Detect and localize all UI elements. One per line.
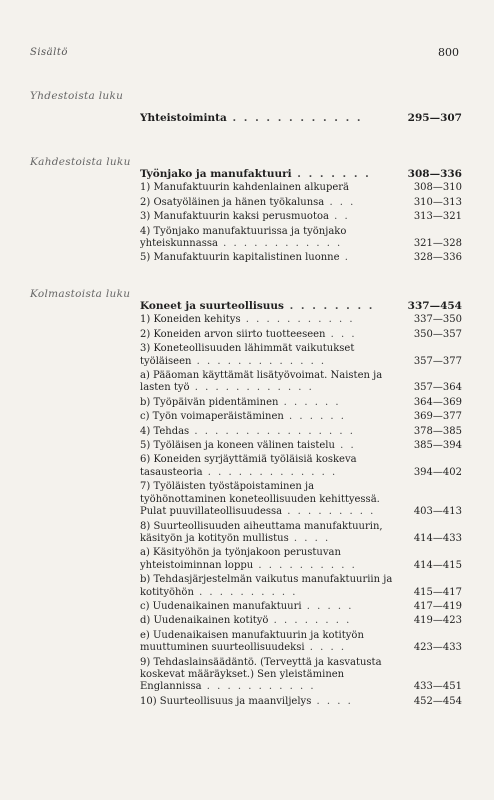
toc-entry (140, 481, 462, 518)
page-range: 308—310 (413, 182, 462, 194)
leader-dots: . . . . (304, 642, 347, 654)
entry-title-text: a) Käsityöhön ja työnjakoon perustuvan yhteistoiminnan loppu (140, 547, 341, 571)
leader-dots: . . (334, 440, 356, 452)
leader-dots: . . . . . . . . . (282, 506, 376, 518)
toc-entry-text (140, 226, 396, 251)
entry-title-text: 3) Manufaktuurin kaksi perusmuotoa (140, 211, 329, 223)
entry-title-text: 4) Tehdas (140, 425, 190, 437)
page-range: 394—402 (413, 466, 462, 478)
toc-entry-text (140, 182, 396, 194)
toc-entry (140, 426, 462, 438)
toc-entry (140, 440, 462, 452)
entry-title-text: 9) Tehdaslainsäädäntö. (Terveyttä ja kasvatusta koskevat määräykset.) Sen yleistäminen Englannissa (140, 656, 382, 693)
toc-entry-text (140, 343, 396, 368)
page-range: 423—433 (413, 642, 462, 654)
toc-entry (140, 547, 462, 572)
entry-title-text: a) Pääoman käyttämät lisätyövoimat. Naisten ja lasten työ (140, 370, 383, 394)
page-range: 357—364 (413, 382, 462, 394)
toc-entry-text (140, 197, 396, 209)
leader-dots: . . . . . . . . . . . . (217, 238, 343, 250)
toc-chapter-title (140, 168, 462, 180)
leader-dots: . . . . . . . . . . . (201, 681, 316, 693)
toc-entry-text (140, 454, 396, 479)
page-range: 415—417 (413, 586, 462, 598)
page-range: 310—313 (413, 196, 462, 208)
page-range: 295—307 (407, 112, 462, 124)
page-range: 433—451 (413, 681, 462, 693)
toc-entry (140, 211, 462, 223)
entry-title-text: 6) Koneiden syrjäyttämiä työläisiä koskeva tasausteoria (140, 454, 357, 478)
entry-title-text: 3) Koneteollisuuden lähimmät vaikutukset työläiseen (140, 343, 355, 367)
toc-entry-text (140, 252, 396, 264)
toc-entry (140, 657, 462, 694)
toc-entry-text (140, 521, 396, 546)
entry-title-text: Työnjako ja manufaktuuri (140, 168, 292, 180)
leader-dots: . . . (324, 196, 356, 208)
page-range: 419—423 (413, 615, 462, 627)
page-range: 452—454 (413, 695, 462, 707)
leader-dots: . . . . (288, 532, 331, 544)
toc-entry (140, 314, 462, 326)
page-range: 357—377 (413, 355, 462, 367)
toc-entry-text (140, 630, 396, 655)
entry-title-text: 4) Työnjako manufaktuurissa ja työnjako yhteiskunnassa (140, 225, 347, 250)
toc-entry (140, 182, 462, 194)
entry-title-text: 5) Työläisen ja koneen välinen taistelu (140, 440, 335, 452)
toc-entry-text (140, 397, 396, 409)
leader-dots: . . . . . . . . . . . . (226, 112, 363, 124)
entry-title-text: 1) Koneiden kehitys (140, 314, 241, 326)
part-label-11: Yhdestoista luku (30, 90, 124, 102)
page-number: 800 (438, 46, 459, 59)
leader-dots: . . . . . . . . . . . . . (191, 355, 327, 367)
leader-dots: . . . . . . . . (283, 300, 375, 312)
entry-title-text: 2) Koneiden arvon siirto tuotteeseen (140, 328, 326, 340)
toc-entry-text (140, 112, 396, 124)
page-range: 364—369 (413, 396, 462, 408)
running-title: Sisältö (30, 47, 68, 58)
leader-dots: . . . . . (301, 600, 354, 612)
leader-dots: . . . . . . . . . . . . (189, 382, 314, 394)
toc-entry-text (140, 426, 396, 438)
entry-title-text: Yhteistoiminta (140, 112, 227, 124)
toc-entry (140, 226, 462, 251)
leader-dots: . . . . . . . (291, 168, 371, 180)
toc-entry (140, 397, 462, 409)
toc-entry (140, 370, 462, 395)
page-range: 337—350 (413, 314, 462, 326)
toc-entry (140, 615, 462, 627)
toc-entry-text (140, 440, 396, 452)
toc-entry-text (140, 211, 396, 223)
page-range: 313—321 (413, 211, 462, 223)
page-range: 328—336 (413, 252, 462, 264)
toc-entry (140, 329, 462, 341)
toc-entry-text (140, 168, 396, 180)
toc-entry-text (140, 481, 396, 518)
leader-dots: . . . . . . . . . . (193, 586, 298, 598)
page-range: 378—385 (413, 425, 462, 437)
leader-dots: . . . . . . . . . . . . . (202, 466, 338, 478)
part-12-entries (140, 168, 462, 267)
leader-dots: . . . (325, 328, 357, 340)
entry-title-text: 2) Osatyöläinen ja hänen työkalunsa (140, 196, 325, 208)
leader-dots: . . . . . . . . . . (253, 559, 357, 571)
page-range: 350—357 (413, 328, 462, 340)
toc-entry (140, 411, 462, 423)
entry-title-text: Koneet ja suurteollisuus (140, 300, 284, 312)
leader-dots: . . . . . . . . . . . . . . . . (189, 425, 355, 437)
page-range: 321—328 (413, 238, 462, 250)
toc-entry (140, 696, 462, 708)
toc-entry (140, 601, 462, 613)
leader-dots: . (339, 252, 350, 264)
toc-entry-text (140, 696, 396, 708)
toc-chapter-title (140, 300, 462, 312)
leader-dots: . . (328, 211, 350, 223)
toc-entry-text (140, 314, 396, 326)
page-range: 414—415 (413, 559, 462, 571)
toc-entry-text (140, 574, 396, 599)
entry-title-text: c) Uudenaikainen manufaktuuri (140, 600, 302, 612)
page-range: 308—336 (407, 168, 462, 180)
entry-title-text: b) Tehdasjärjestelmän vaikutus manufaktuuriin ja kotityöhön (140, 574, 393, 598)
entry-title-text: 10) Suurteollisuus ja maanviljelys (140, 695, 312, 707)
toc-entry-text (140, 615, 396, 627)
entry-title-text: 1) Manufaktuurin kahdenlainen alkuperä (140, 182, 350, 194)
entry-title-text: d) Uudenaikainen kotityö (140, 615, 269, 627)
leader-dots: . . . . . . . . (268, 615, 352, 627)
toc-entry-text (140, 657, 396, 694)
toc-chapter-title (140, 112, 462, 124)
toc-entry (140, 574, 462, 599)
entry-title-text: 5) Manufaktuurin kapitalistinen luonne (140, 252, 340, 264)
entry-title-text: 8) Suurteollisuuden aiheuttama manufaktuurin, käsityön ja kotityön mullistus (140, 520, 383, 544)
page-range: 337—454 (407, 300, 462, 312)
leader-dots: . . . . . . (278, 396, 341, 408)
toc-entry-text (140, 370, 396, 395)
toc-entry-text (140, 300, 396, 312)
page-range: 414—433 (413, 532, 462, 544)
page-range: 417—419 (413, 600, 462, 612)
leader-dots: . . . . (311, 695, 353, 707)
toc-entry (140, 630, 462, 655)
toc-entry (140, 343, 462, 368)
toc-entry (140, 454, 462, 479)
toc-entry-text (140, 329, 396, 341)
toc-entry (140, 197, 462, 209)
entry-title-text: 7) Työläisten työstäpoistaminen ja työhönottaminen koneteollisuuden kehittyessä. Pulat puuvillateollisuudessa (140, 481, 380, 518)
toc-entry-text (140, 601, 396, 613)
part-label-13: Kolmastoista luku (30, 288, 131, 300)
page-range: 369—377 (413, 411, 462, 423)
page-range: 385—394 (413, 440, 462, 452)
toc-entry-text (140, 411, 396, 423)
entry-title-text: b) Työpäivän pidentäminen (140, 396, 279, 408)
part-13-entries (140, 300, 462, 710)
part-11-entries (140, 112, 462, 126)
leader-dots: . . . . . . . . . . . (240, 314, 355, 326)
toc-entry-text (140, 547, 396, 572)
part-label-12: Kahdestoista luku (30, 156, 131, 168)
toc-entry (140, 521, 462, 546)
leader-dots: . . . . . . (283, 411, 346, 423)
entry-title-text: c) Työn voimaperäistäminen (140, 411, 284, 423)
page-range: 403—413 (413, 506, 462, 518)
entry-title-text: e) Uudenaikaisen manufaktuurin ja kotityön muuttuminen suurteollisuudeksi (140, 629, 364, 654)
toc-entry (140, 252, 462, 264)
